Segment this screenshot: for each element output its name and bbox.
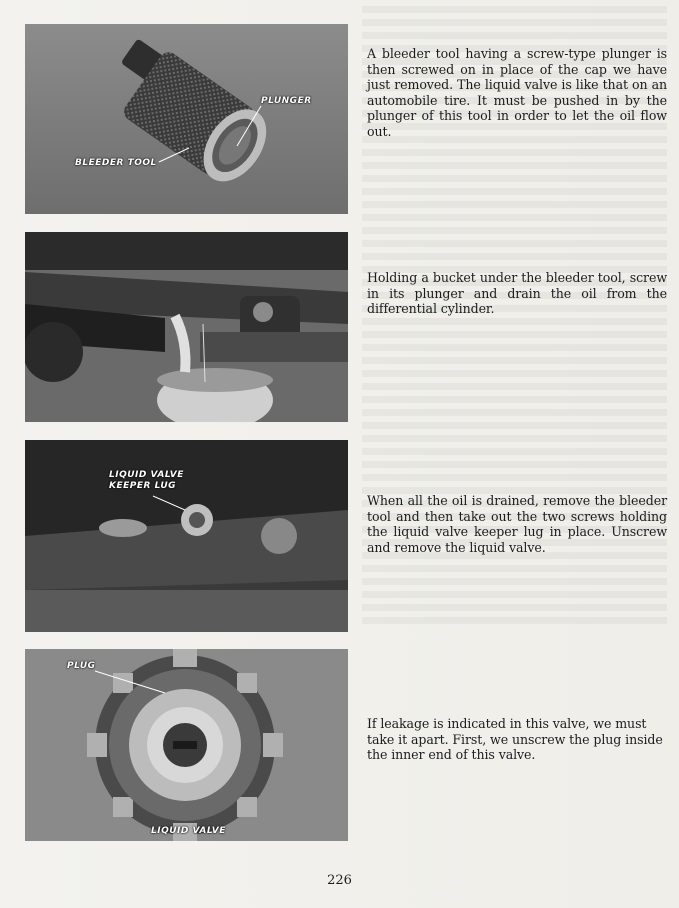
keeper-lug-photo: [25, 440, 348, 632]
keeper-lug-label: LIQUID VALVE KEEPER LUG: [109, 470, 184, 491]
plunger-label: PLUNGER: [261, 96, 312, 106]
paragraph-unscrew-plug: If leakage is indicated in this valve, we must take it apart. First, we unscrew the plug inside the inner end of this valve.: [367, 716, 663, 763]
liquid-valve-photo: [25, 649, 348, 841]
paragraph-bleeder-tool: A bleeder tool having a screw-type plunger is then screwed on in place of the cap we have just removed. The liquid valve is like that on an automobile tire. It must be pushed in by the plunger of this tool in order to let the oil flow out.: [367, 46, 667, 139]
paragraph-remove-valve: When all the oil is drained, remove the bleeder tool and then take out the two screws holding the liquid valve keeper lug in place. Unscrew and remove the liquid valve.: [367, 493, 667, 555]
paragraph-drain-oil: Holding a bucket under the bleeder tool, screw in its plunger and drain the oil from the differential cylinder.: [367, 270, 667, 317]
draining-oil-photo: [25, 232, 348, 422]
liquid-valve-label: LIQUID VALVE: [151, 826, 226, 836]
bleeder-tool-photo: [25, 24, 348, 214]
bleeder-tool-label: BLEEDER TOOL: [75, 158, 157, 168]
page-number: 226: [327, 873, 352, 888]
plug-label: PLUG: [67, 661, 96, 671]
